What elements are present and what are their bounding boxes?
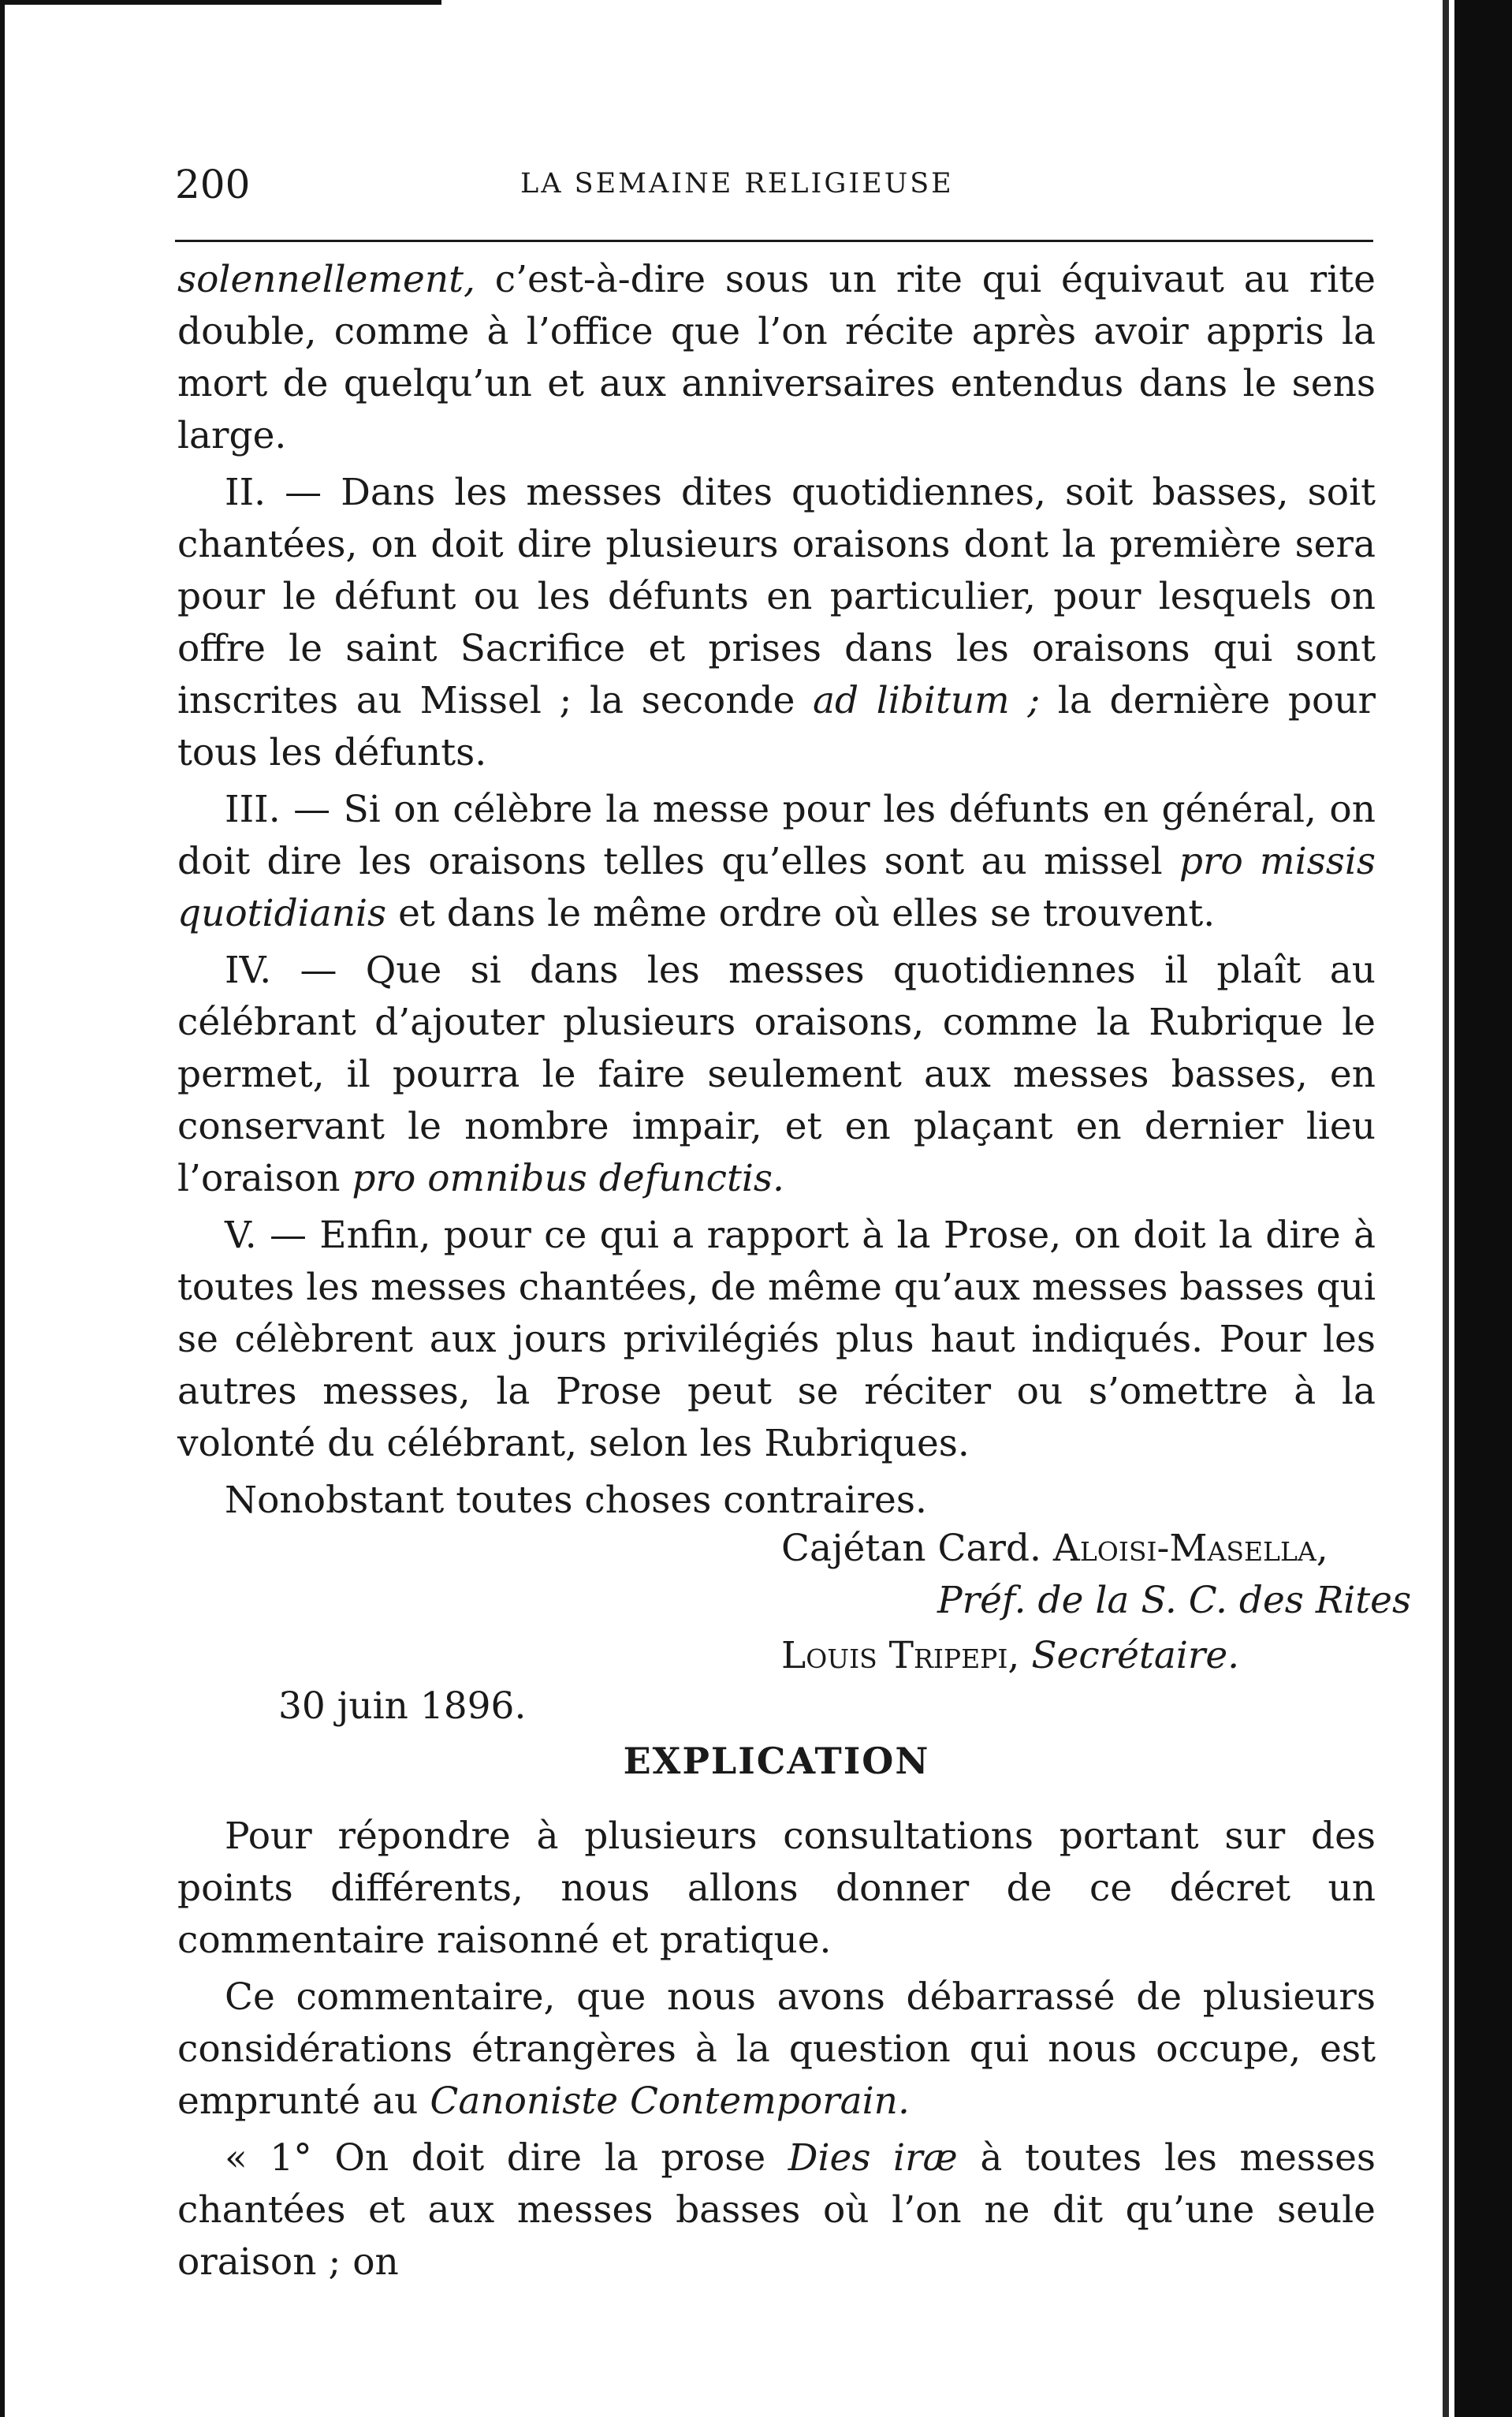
header-title: LA SEMAINE RELIGIEUSE bbox=[520, 168, 954, 200]
signature-prefect: Cajétan Card. Aloisi-Masella, bbox=[781, 1527, 1328, 1570]
paragraph-text: la dernière pour tous les défunts. bbox=[177, 679, 1376, 774]
signature-prefect-title: Préf. de la S. C. des Rites bbox=[937, 1579, 1412, 1622]
italic-phrase: pro missis quotidianis bbox=[177, 840, 1376, 935]
italic-lead: solennellement, bbox=[177, 258, 475, 301]
paragraph-text: Pour répondre à plusieurs consultations portant sur des points différents, nous allons donner de ce décret un commentaire raisonné et pratique. bbox=[177, 1815, 1376, 1962]
paragraph-ii bbox=[177, 467, 1376, 779]
paragraph-text: V. — Enfin, pour ce qui a rapport à la Prose, on doit la dire à toutes les messes chantées, de même qu’aux messes basses qui se célèbrent aux jours privilégiés plus haut indiqués. Pour les autres messes, la Prose peut se réciter ou s’omettre à la volonté du célébrant, selon les Rubriques. bbox=[177, 1214, 1376, 1465]
italic-phrase: Dies iræ bbox=[788, 2136, 958, 2180]
signature-block bbox=[177, 1527, 1412, 1732]
page-number: 200 bbox=[175, 162, 251, 207]
header-rule bbox=[175, 240, 1373, 242]
scan-frame-left bbox=[0, 0, 5, 2417]
paragraph-text: IV. — Que si dans les messes quotidiennes il plaît au célébrant d’ajouter plusieurs oraisons, comme la Rubrique le permet, il pourra le faire seulement aux messes basses, en conservant le nombre impair, et en plaçant en dernier lieu l’oraison bbox=[177, 949, 1376, 1200]
running-head bbox=[175, 162, 1373, 209]
paragraph-text: c’est-à-dire sous un rite qui équivaut au rite double, comme à l’office que l’on récite après avoir appris la mort de quelqu’un et aux anniversaires entendus dans le sens large. bbox=[177, 258, 1376, 457]
page-body bbox=[177, 254, 1412, 2288]
decree-date: 30 juin 1896. bbox=[278, 1684, 527, 1728]
paragraph-text: et dans le même ordre où elles se trouvent. bbox=[386, 892, 1216, 935]
italic-phrase: pro omnibus defunctis. bbox=[352, 1157, 784, 1200]
paragraph-text: II. — Dans les messes dites quotidiennes, soit basses, soit chantées, on doit dire plusieurs oraisons dont la première sera pour le défunt ou les défunts en particulier, pour lesquels on offre le saint Sacrifice et prises dans les oraisons qui sont inscrites au Missel ; la seconde bbox=[177, 471, 1376, 722]
scan-frame-top bbox=[0, 0, 441, 5]
paragraph-text: à toutes les messes chantées et aux messes basses où l’on ne dit qu’une seule oraison ; on bbox=[177, 2136, 1376, 2284]
paragraph-text: « 1° On doit dire la prose bbox=[225, 2136, 788, 2180]
section-heading: EXPLICATION bbox=[623, 1740, 930, 1782]
paragraph-iii bbox=[177, 784, 1376, 940]
explication-paragraph-2 bbox=[177, 1971, 1376, 2128]
explication-paragraph-3 bbox=[177, 2132, 1376, 2288]
italic-phrase: ad libitum ; bbox=[813, 679, 1041, 722]
paragraph-continuation bbox=[177, 254, 1376, 462]
paragraph-text: III. — Si on célèbre la messe pour les défunts en général, on doit dire les oraisons telles qu’elles sont au missel bbox=[177, 788, 1376, 883]
scan-frame-right-edge bbox=[1443, 0, 1449, 2417]
paragraph-text: Nonobstant toutes choses contraires. bbox=[225, 1479, 927, 1522]
signature-secretary: Louis Tripepi, Secrétaire. bbox=[781, 1634, 1240, 1677]
paragraph-v bbox=[177, 1210, 1376, 1470]
paragraph-iv bbox=[177, 945, 1376, 1205]
explication-paragraph-1 bbox=[177, 1811, 1376, 1967]
paragraph-closing bbox=[177, 1475, 1376, 1527]
paragraph-text: Ce commentaire, que nous avons débarrassé de plusieurs considérations étrangères à la question qui nous occupe, est emprunté au bbox=[177, 1975, 1376, 2123]
scan-frame-right bbox=[1454, 0, 1512, 2417]
italic-phrase: Canoniste Contemporain. bbox=[430, 2079, 910, 2123]
